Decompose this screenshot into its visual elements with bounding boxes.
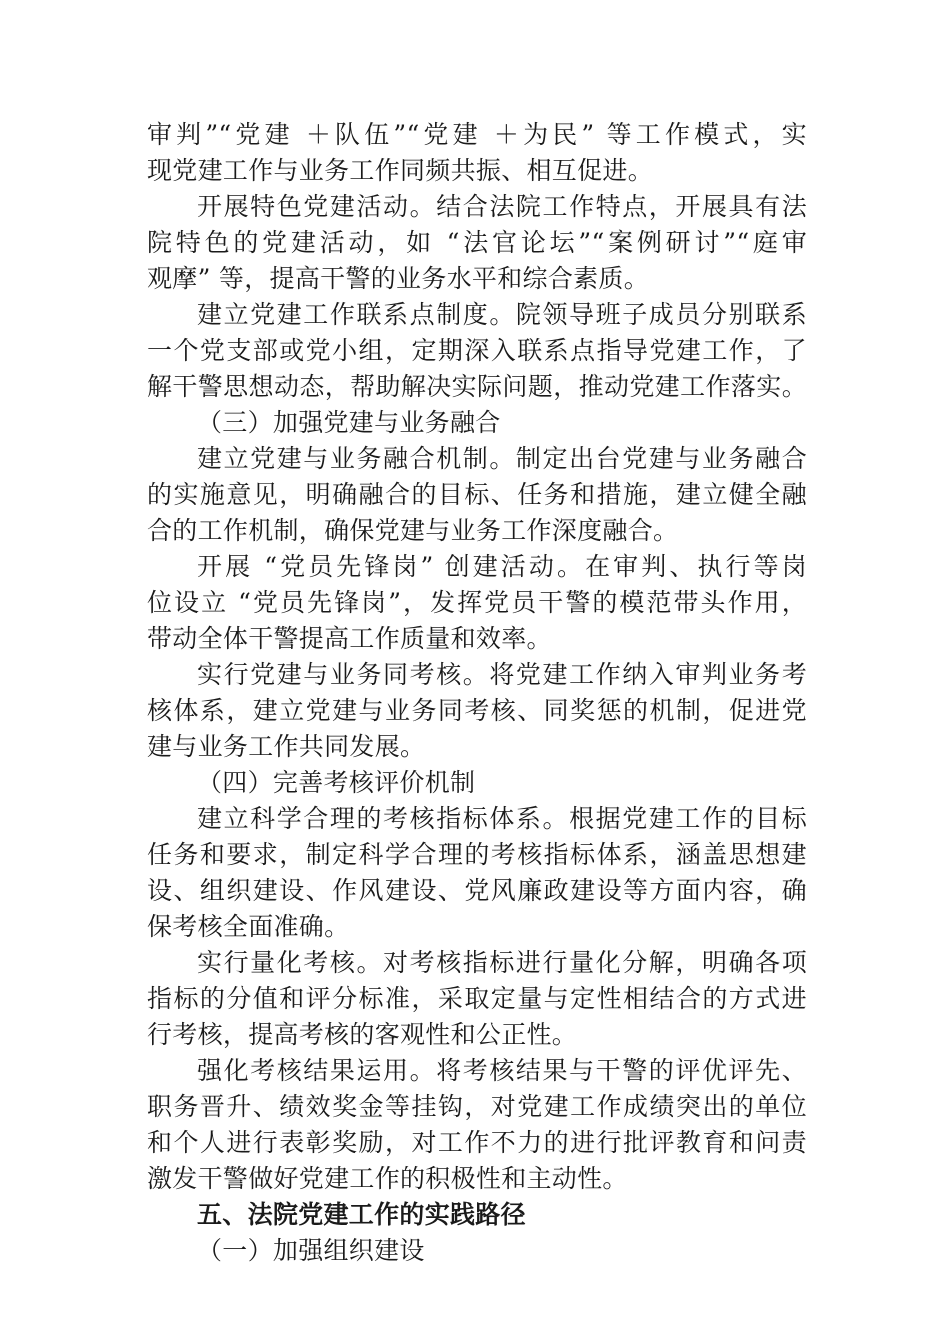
paragraph-line: 保考核全面准确。 — [147, 912, 350, 941]
paragraph-line: 带动全体干警提高工作质量和效率。 — [147, 624, 552, 653]
paragraph-line: 职务晋升、绩效奖金等挂钩，对党建工作成绩突出的单位 — [147, 1092, 807, 1121]
paragraph-line: 建立科学合理的考核指标体系。根据党建工作的目标 — [197, 804, 807, 833]
paragraph-line: 指标的分值和评分标准，采取定量与定性相结合的方式进 — [147, 984, 807, 1013]
paragraph-line: 观摩” 等，提高干警的业务水平和综合素质。 — [147, 264, 650, 293]
paragraph-line: 开展 “党员先锋岗” 创建活动。在审判、执行等岗 — [197, 552, 807, 581]
paragraph-line: 设、组织建设、作风建设、党风廉政建设等方面内容，确 — [147, 876, 807, 905]
paragraph-line: 和个人进行表彰奖励，对工作不力的进行批评教育和问责 — [147, 1128, 807, 1157]
paragraph-line: 强化考核结果运用。将考核结果与干警的评优评先、 — [197, 1056, 807, 1085]
paragraph-line: 激发干警做好党建工作的积极性和主动性。 — [147, 1164, 628, 1193]
paragraph-line: 核体系，建立党建与业务同考核、同奖惩的机制，促进党 — [147, 696, 807, 725]
paragraph-line: 位设立 “党员先锋岗”，发挥党员干警的模范带头作用， — [147, 588, 807, 617]
section-heading: （一）加强组织建设 — [197, 1236, 425, 1265]
section-heading: （四）完善考核评价机制 — [197, 768, 476, 797]
paragraph-line: 实行党建与业务同考核。将党建工作纳入审判业务考 — [197, 660, 807, 689]
paragraph-line: 一个党支部或党小组，定期深入联系点指导党建工作，了 — [147, 336, 807, 365]
paragraph-line: 解干警思想动态，帮助解决实际问题，推动党建工作落实。 — [147, 372, 807, 401]
paragraph-line: 任务和要求，制定科学合理的考核指标体系，涵盖思想建 — [147, 840, 807, 869]
paragraph-line: 审判”“党建 ＋队伍”“党建 ＋为民” 等工作模式，实 — [147, 120, 807, 149]
paragraph-line: 开展特色党建活动。结合法院工作特点，开展具有法 — [197, 192, 807, 221]
paragraph-line: 的实施意见，明确融合的目标、任务和措施，建立健全融 — [147, 480, 807, 509]
paragraph-line: 院特色的党建活动，如 “法官论坛”“案例研讨”“庭审 — [147, 228, 807, 257]
paragraph-line: 行考核，提高考核的客观性和公正性。 — [147, 1020, 578, 1049]
paragraph-line: 实行量化考核。对考核指标进行量化分解，明确各项 — [197, 948, 807, 977]
paragraph-line: 建与业务工作共同发展。 — [147, 732, 426, 761]
paragraph-line: 合的工作机制，确保党建与业务工作深度融合。 — [147, 516, 679, 545]
paragraph-line: 建立党建与业务融合机制。制定出台党建与业务融合 — [197, 444, 807, 473]
paragraph-line: 现党建工作与业务工作同频共振、相互促进。 — [147, 156, 654, 185]
section-heading: （三）加强党建与业务融合 — [197, 408, 501, 437]
chapter-heading: 五、法院党建工作的实践路径 — [197, 1200, 526, 1229]
paragraph-line: 建立党建工作联系点制度。院领导班子成员分别联系 — [197, 300, 807, 329]
